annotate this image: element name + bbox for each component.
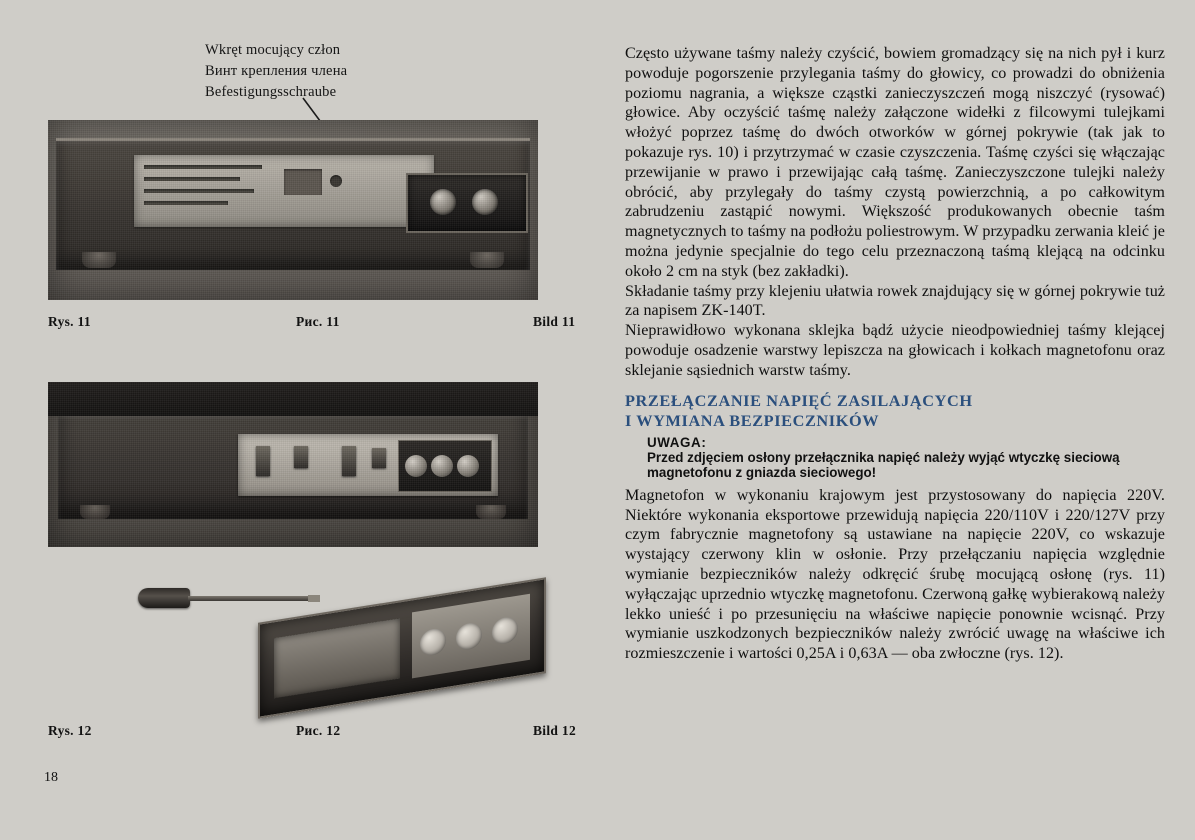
figure-callout-label (205, 40, 347, 103)
paragraph-3: Nieprawidłowo wykonana sklejka bądź użycie nieodpowiedniej taśmy klejącej powoduje osadzenie warstwy lepiszcza na głowicach i kołkach magnetofonu oraz sklejanie sąsiednich warstw taśmy. (625, 322, 1165, 379)
callout-line-russian: Винт крепления члена (205, 63, 348, 80)
switch-lever-2 (294, 446, 308, 468)
cover-hole-1 (420, 627, 446, 657)
callout-line-german: Befestigungsschraube (205, 84, 337, 101)
housing-foot-right-2 (476, 505, 506, 519)
figure-12-photo (48, 382, 538, 547)
recorder-rear-housing (56, 138, 530, 270)
screwdriver-tip (308, 595, 320, 602)
page-number: 18 (44, 770, 58, 785)
figure-12-caption-german: Bild 12 (533, 723, 576, 738)
figure-12-caption-polish: Rys. 12 (48, 723, 92, 738)
fuse-socket-2 (431, 455, 453, 477)
fuse-block (406, 173, 528, 233)
cover-plate-window (274, 618, 400, 698)
figure-11-caption-polish: Rys. 11 (48, 314, 91, 329)
recorder-top-edge (48, 382, 538, 416)
text-column (625, 44, 1165, 664)
figure-11-caption-russian: Рис. 11 (296, 314, 340, 329)
cover-hole-3 (492, 616, 518, 646)
warning-note (647, 435, 1165, 481)
fuse-compartment (398, 440, 492, 492)
fuse-holder-left (430, 189, 456, 215)
warning-note-body: Przed zdjęciem osłony przełącznika napięć należy wyjąć wtyczkę sieciową magnetofonu z gniazda sieciowego! (647, 449, 1120, 481)
recorder-rear-housing-open (58, 416, 528, 519)
figure-12-caption-russian: Рис. 12 (296, 723, 341, 738)
switch-lever-1 (256, 446, 270, 476)
section-heading (625, 391, 1165, 431)
switch-lever-4 (372, 448, 386, 468)
figure-11-photo (48, 120, 538, 300)
switch-lever-3 (342, 446, 356, 476)
figure-11-caption-german: Bild 11 (533, 314, 576, 329)
screwdriver-handle (138, 588, 190, 608)
screwdriver-shaft (188, 596, 312, 601)
housing-foot-left (82, 252, 116, 268)
cover-plate-fuse-strip (412, 594, 530, 679)
section-heading-line-2: I WYMIANA BEZPIECZNIKÓW (625, 410, 880, 430)
paragraph-4: Magnetofon w wykonaniu krajowym jest przystosowany do napięcia 220V. Niektóre wykonania eksportowe przewidują napięcia 220/110V i 220/127V przy czym fabrycznie magnetofony są ustawiane na napięcie 220V, co wskazuje wystający czerwony klin w osłonie. Przy przełączaniu napięcia względnie wymianie bezpieczników należy odkręcić śrubę mocującą osłonę (rys. 11) wyłączając uprzednio wtyczkę magnetofonu. Czerwoną gałkę wybierakową należy lekko unieść i po przesunięciu na właściwe napięcie ponownie wcisnąć. Przy wymianie uszkodzonych bezpieczników należy zwrócić uwagę na właściwe ich rozmieszczenie i wartości 0,25A i 0,63A — oba zwłoczne (rys. 12). (625, 486, 1165, 663)
paragraph-1: Często używane taśmy należy czyścić, bowiem gromadzący się na nich pył i kurz powoduje pogorszenie przylegania taśmy do głowicy, co prowadzi do obniżenia poziomu nagrania, a większe cząstki zanieczyszczeń mogą niszczyć (rysować) głowice. Aby oczyścić taśmę należy załączone widełki z filcowymi tulejkami włożyć poprzez taśmę do dwóch otworków w górnej pokrywie (tak jak to pokazuje rys. 10) i przytrzymać w czasie czyszczenia. Taśmę czyści się włączając przewijanie w prawo i przewijając całą taśmę. Zanieczyszczone tulejki należy obrócić, aby przylegały do taśmy czystą powierzchnią, a po całkowitym zabrudzeniu zastąpić nowymi. Większość produkowanych obecnie taśm magnetycznych to taśmy na podłożu poliestrowym. W przypadku zerwania kleić je można jedynie specjalnie do tego celu przeznaczoną taśmą klejącą na odcinku około 2 cm na styk (bez zakładki). (625, 45, 1165, 280)
cover-hole-2 (456, 621, 482, 651)
fuse-socket-3 (457, 455, 479, 477)
paragraph-2: Składanie taśmy przy klejeniu ułatwia rowek znajdujący się w górnej pokrywie tuż za napisem ZK-140T. (625, 282, 1165, 320)
screwdriver-illustration (138, 582, 318, 616)
voltage-selector-cover (134, 155, 434, 227)
exposed-voltage-switch-panel (238, 434, 498, 496)
section-heading-line-1: PRZEŁĄCZANIE NAPIĘĆ ZASILAJĄCYCH (625, 390, 973, 410)
housing-foot-right (470, 252, 504, 268)
callout-line-polish: Wkręt mocujący człon (205, 42, 341, 58)
housing-foot-left-2 (80, 505, 110, 519)
fuse-socket-1 (405, 455, 427, 477)
fuse-holder-right (472, 189, 498, 215)
warning-note-title: UWAGA: (647, 434, 707, 450)
